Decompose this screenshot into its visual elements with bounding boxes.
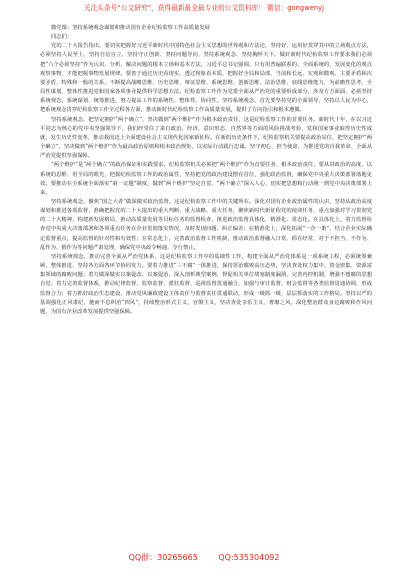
footer-contact bbox=[0, 552, 408, 564]
paragraph-2: 坚持系统观念，把坚定拥护“两个确立”、坚决做到“两个维护”作为根本政治责任，这是纪检监察工作的首要任务。新时代十年，在以习近平同志为核心的党中央坚强领导下，我们经受住了来自政治、经济、意识形态、自然界等方面的风险挑战考验，党和国家事业取得历史性成就、发生历史性变革，推动我国迈上全面建设社会主义现代化国家新征程。在新的历史条件下，纪检监察机关要提高政治站位，把坚定拥护“两个确立”、坚决做到“两个维护”作为最高政治原则和根本政治规矩，以实际行动践行忠诚、坚守初心、担当使命，为推进党的自我革命、全面从严治党提供坚强保障。 bbox=[40, 116, 372, 160]
document-body bbox=[40, 24, 372, 317]
paragraph-5: 坚持系统观念，推动完善全面从严治党体系，这是纪检监察工作中的基础性工作。构建全面从严治党体系是一项系统工程，必须统筹兼顾、整体推进，坚持各方面各环节协同发力。要着力推进“三不腐”一体推进，保持惩治腐败高压态势，坚决查处权力集中、资金密集、资源富集领域的腐败问题；着力做深做实以案促改、以案促治，深入剖析典型案例，督促相关单位堵塞制度漏洞、完善内控机制，增强不想腐的思想自觉；着力完善监督体系，推动纪律监督、监察监督、派驻监督、巡视监督贯通融合，加强与审计监督、财会监督等各类监督贯通协调，形成监督合力；着力抓好政治生态建设，推动党风廉政建设主体责任与监督责任贯通联动，形成一级抓一级、层层抓落实的工作格局。坚持以严的基调强化正风肃纪，驰而不息纠治“四风”，持续整治形式主义、官僚主义，坚决查处享乐主义、奢靡之风，深化整治群众身边腐败和作风问题，为国有企业改革发展提供坚强保障。 bbox=[40, 253, 372, 315]
paragraph-1: 党的二十大报告指出，要切实把握好习近平新时代中国特色社会主义思想的世界观和方法论，坚持好、运用好贯穿其中的立场观点方法，必须坚持人民至上、坚持自信自立、坚持守正创新、坚持问题导向、坚持系统观念、坚持胸怀天下。做好新时代纪检监察工作要求我们必须把“六个必须坚持”作为认识、分析、解决问题的根本立场和基本方法，习近平总书记强调，只有用普遍联系的、全面系统的、发展变化的观点观察事物，才能把握事物发展规律。要善于通过历史看现实、透过现象看本质，把握好全局和局部、当前和长远、宏观和微观、主要矛盾和次要矛盾、特殊和一般的关系，不断提高战略思维、历史思维、辩证思维、系统思维、创新思维、法治思维、底线思维能力，为前瞻性思考、全局性谋划、整体性推进党和国家各项事业提供科学思想方法。纪检监察工作作为党委全面从严治党的重要组成部分，涉及方方面面，必须坚持系统观念，系统谋划、统筹推进，努力提高工作的系统性、整体性、协同性。坚持系统观念，首先要坚持党的全面领导、坚持以人民为中心，把系统观念贯穿纪检监察工作全过程各方面，推动新时代纪检监察工作高质量发展，提供了方向指引和根本遵循。 bbox=[40, 43, 372, 114]
document-title: 微党课：坚持系统观念谋划和推动国有企业纪检监察工作高质量发展 bbox=[51, 25, 210, 31]
footer-qq-group: QQ群：30265665 bbox=[128, 553, 198, 562]
footer-qq: QQ:535304092 bbox=[218, 553, 280, 562]
paragraph-3: “两个维护”是“两个确立”的政治保证和实践要求。纪检监察机关必须把“两个维护”作为首要任务、根本政治责任，要从讲政治的高度、以系统的思维、用全局的眼光，把握纪检监察工作的政治属性，坚持把党的政治建设摆在首位，强化政治监督，确保党中央重大决策部署落地见效。要推动在全系统全面落实“第一议题”制度，做到“两个维护”坚定自觉、“两个确立”深入人心，切实把思想和行动统一到党中央决策部署上来。 bbox=[40, 162, 372, 196]
salutation: 同志们： bbox=[51, 34, 73, 41]
paragraph-4: 坚持系统观念，聚焦“国之大者”做深做实政治监督。这是纪检监察工作中的关键所在。深化对国有企业政治属性的认识，坚持从政治高度谋划和推进各项监督，准确把握党的二十大提出的重大判断、重大战略、重大任务，聚焦新时代新征程党的使命任务，重点加强对学习贯彻党的二十大精神、构建新发展格局、推动高质量发展等目标任务的监督检查，推进政治监督具体化、精准化、常态化。在具体化上，着力监督检查党中央重大决策部署和各项重点任务在企业贯彻落实情况，及时发现问题、纠正偏差；在精准化上，深化拓展“一企一策”，结合企业实际确定监督重点，提高监督的针对性和有效性；在常态化上，完善政治监督工作机制，推动政治监督融入日常、抓在经常，对于不担当、不作为、乱作为、假作为等问题严肃处理，确保党中央政令畅通、令行禁止。 bbox=[40, 198, 372, 251]
header-banner: 关注头条号“公文研究”，获得最新最全最专业的公文资料库！ 微信：gongwenyj bbox=[83, 4, 325, 12]
